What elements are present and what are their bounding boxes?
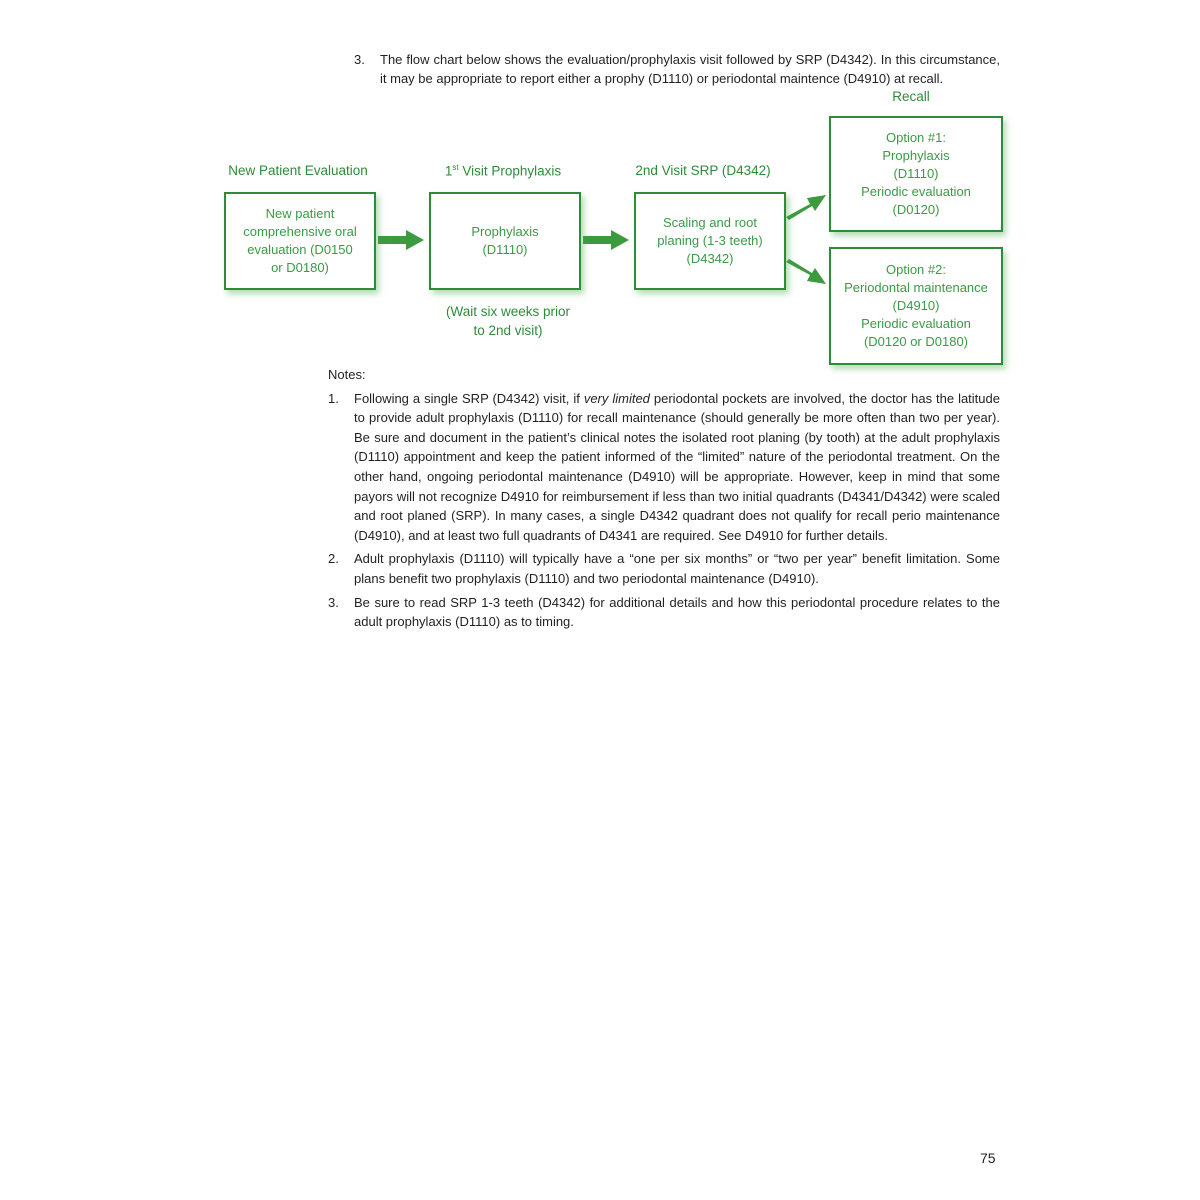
box-scaling-root-planing: Scaling and root planing (1-3 teeth) (D4342) [634,192,786,290]
list-item: 3. Be sure to read SRP 1-3 teeth (D4342) for additional details and how this periodontal procedure relates to the adult prophylaxis (D1110) as to timing. [328,594,1000,630]
list-item: 1. Following a single SRP (D4342) visit, if very limited periodontal pockets are involved, the doctor has the latitude to provide adult prophylaxis (D1110) for recall maintenance (should generally be more often than two per year). Be sure and document in the patient’s clinical notes the isolated root planing (by tooth) at the adult prophylaxis (D1110) appointment and keep the patient informed of the “limited” nature of the periodontal treatment. On the other hand, ongoing periodontal maintenance (D4910) will be appropriate. However, keep in mind that some payors will not recognize D4910 for reimbursement if less than two initial quadrants (D4341/D4342) were scaled and root planed (SRP). In many cases, a single D4342 quadrant does not qualify for recall perio maintenance (D4910), and at least two full quadrants of D4341 are required. See D4910 for further details. [328,390,1000,543]
list-item: 2. Adult prophylaxis (D1110) will typically have a “one per six months” or “two per year” benefit limitation. Some plans benefit two prophylaxis (D1110) and two periodontal maintenance (D4910). [328,551,1000,586]
page-number: 75 [980,1150,996,1166]
box-option-2: Option #2: Periodontal maintenance (D4910) Periodic evaluation (D0120 or D0180) [829,247,1003,365]
box-new-patient-evaluation: New patient comprehensive oral evaluation (D0150 or D0180) [224,192,376,290]
arrow-down-right-icon [784,256,828,286]
col-label-first-visit: 1st Visit Prophylaxis [444,163,562,179]
col-label-second-visit: 2nd Visit SRP (D4342) [635,163,771,178]
box-option-1: Option #1: Prophylaxis (D1110) Periodic evaluation (D0120) [829,116,1003,232]
intro-number: 3. [354,52,365,67]
arrow-right-icon [378,229,426,251]
recall-label: Recall [892,89,930,104]
notes-title: Notes: [328,367,366,382]
intro-paragraph [330,50,1000,88]
arrow-up-right-icon [784,193,828,223]
box-prophylaxis: Prophylaxis (D1110) [429,192,581,290]
wait-note: (Wait six weeks prior to 2nd visit) [445,304,571,338]
col-label-new-patient: New Patient Evaluation [228,163,368,178]
intro-text: The flow chart below shows the evaluation/prophylaxis visit followed by SRP (D4342). In this circumstance, it may be appropriate to report either a prophy (D1110) or periodontal maintence (D4910) at recall. [380,52,1000,86]
arrow-right-icon [583,229,631,251]
notes-section [328,365,1000,636]
